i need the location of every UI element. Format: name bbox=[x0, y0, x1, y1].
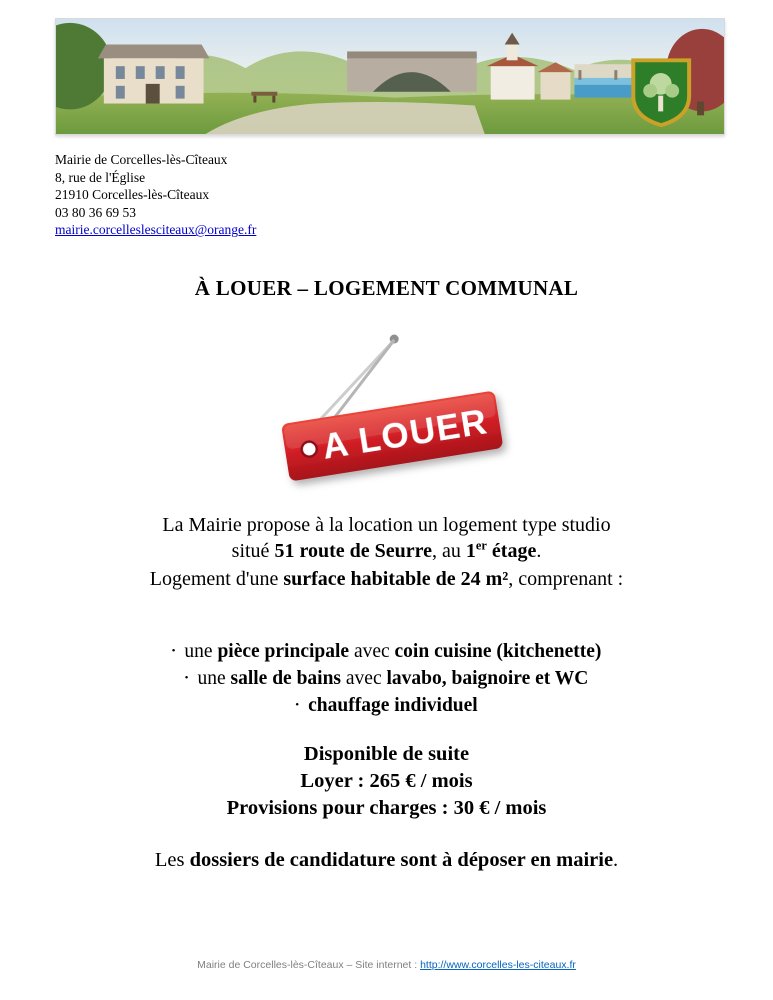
page-title: À LOUER – LOGEMENT COMMUNAL bbox=[194, 276, 579, 300]
bullet-icon: • bbox=[295, 699, 300, 711]
list-item: • chauffage individuel bbox=[40, 692, 733, 719]
bullet-icon: • bbox=[184, 672, 189, 684]
contact-email-link[interactable]: mairie.corcelleslesciteaux@orange.fr bbox=[55, 222, 257, 238]
red-tree-trunk bbox=[697, 102, 704, 116]
page-footer bbox=[0, 959, 773, 971]
rent-line: Loyer : 265 € / mois bbox=[300, 770, 473, 792]
intro-text: , au bbox=[432, 540, 466, 562]
closing-highlight: dossiers de candidature sont à déposer en mairie bbox=[189, 849, 614, 871]
intro-text: situé bbox=[231, 540, 275, 562]
surface-text: Logement d'une bbox=[149, 568, 284, 590]
charges-line: Provisions pour charges : 30 € / mois bbox=[226, 797, 547, 819]
intro-text: La Mairie propose à la location un logement type studio bbox=[162, 514, 611, 536]
intro-paragraph bbox=[40, 512, 733, 564]
surface-paragraph bbox=[40, 566, 733, 592]
header-banner-photo bbox=[55, 18, 725, 135]
list-item: • une pièce principale avec coin cuisine (kitchenette) bbox=[40, 638, 733, 665]
rental-terms bbox=[40, 741, 733, 822]
stone-bridge bbox=[347, 51, 477, 91]
intro-text: . bbox=[536, 540, 542, 562]
contact-address-line1: 8, rue de l'Église bbox=[55, 169, 146, 185]
bullet-icon: • bbox=[171, 645, 176, 657]
mairie-building bbox=[98, 45, 210, 104]
availability-line: Disponible de suite bbox=[303, 743, 470, 765]
tag-label: A LOUER bbox=[319, 402, 490, 467]
contact-name: Mairie de Corcelles-lès-Cîteaux bbox=[55, 152, 228, 167]
footer-website-link[interactable]: http://www.corcelles-les-citeaux.fr bbox=[420, 959, 576, 971]
address-highlight: 51 route de Seurre bbox=[274, 540, 433, 562]
list-item: • une salle de bains avec lavabo, baignoire et WC bbox=[40, 665, 733, 692]
contact-block bbox=[55, 151, 256, 239]
floor-highlight: 1er étage bbox=[465, 538, 537, 562]
contact-address-line2: 21910 Corcelles-lès-Cîteaux bbox=[55, 187, 210, 203]
a-louer-tag-illustration bbox=[262, 330, 522, 498]
closing-paragraph: Les dossiers de candidature sont à déposer en mairie. bbox=[154, 849, 619, 871]
a-louer-tag-svg bbox=[262, 330, 522, 498]
coat-of-arms bbox=[633, 60, 689, 125]
village-photo bbox=[56, 19, 724, 134]
rent-tag bbox=[280, 390, 502, 481]
contact-phone: 03 80 36 69 53 bbox=[55, 204, 136, 220]
surface-highlight: surface habitable de 24 m² bbox=[283, 568, 509, 590]
features-list bbox=[40, 638, 733, 719]
footer-text: Mairie de Corcelles-lès-Cîteaux – Site internet : bbox=[197, 959, 421, 971]
surface-text: , comprenant : bbox=[508, 568, 624, 590]
